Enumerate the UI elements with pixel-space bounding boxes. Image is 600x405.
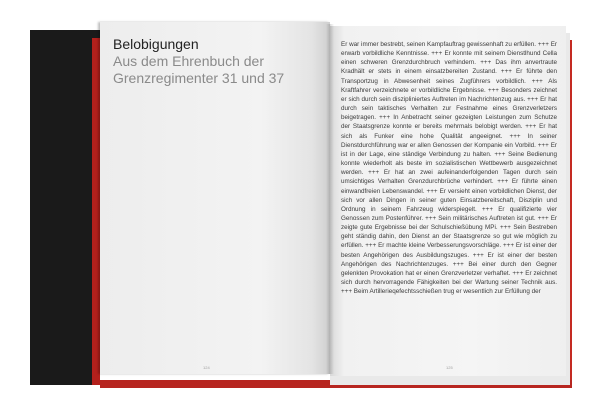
left-page-number: 124 (203, 365, 210, 370)
right-page-number: 125 (446, 365, 453, 370)
book-gutter (326, 24, 334, 374)
chapter-subtitle-line-2: Grenzregimenter 31 und 37 (113, 70, 285, 86)
book-cover-edge-left (92, 38, 100, 385)
chapter-title: Belobigungen (113, 36, 199, 52)
book-cover-back (30, 30, 100, 385)
right-page-body-text: Er war immer bestrebt, seinen Kampfauftrag gewissenhaft zu erfüllen. +++ Er erwarb vorbildliche Kenntnisse. +++ Er konnte mit seinem Dienstlhund Cella einen schweren Grenzdurchbruch verhindern. +++ Das ihm anvertraute Kradhält er stets in einem einsatzbereiten Zustand. +++ Er führte den Transportzug in Abwesenheit seines Zugführers vorbildlich. +++ Als Kraftfahrer verzeichnete er vorbildliche Ergebnisse. +++ Besonders zeichnet er sich durch sein diszipliniertes Auftreten im Nachrichtenzug aus. +++ Er hat durch sein taktisches Verhalten zur Festnahme eines Grenzverletzers beigetragen. +++ In Anbetracht seiner gezeigten Leistungen zum Schutze der Staatsgrenze konnte er bereits mehrmals belobigt werden. +++ Er hat sich als Funker eine hohe Qualität angeeignet. +++ In seiner Dienstdurchführung war er allen Genossen der Kompanie ein Vorbild. +++ Er ist in der Lage, eine ständige Verbindung zu halten. +++ Seine Bedienung konnte wiederholt als beste im sozialistischen Wettbewerb ausgezeichnet werden. +++ Er hat an zwei aufeinanderfolgenden Tagen durch sein umsichtiges Verhalten Grenzdurchbrüche verhindert. +++ Er führte einen einwandfreien Lebenswandel. +++ Er versieht einen vorbildlichen Dienst, der sich vor allen Dingen in seiner guten Einsatzbereitschaft, Disziplin und Ordnung in seinem Fahrzeug widerspiegelt. +++ Er qualifizierte vier Genossen zum Postenführer. +++ Sein militärisches Auftreten ist gut. +++ Er zeigte gute Ergebnisse bei der Schulschießübung MPi. +++ Sein Bestreben geht ständig dahin, den Dienst an der Staatsgrenze so gut wie möglich zu erfüllen. +++ Er machte kleine Verbesserungsvorschläge. +++ Er ist einer der besten Angehörigen des Ausbildungszuges. +++ Er ist einer der besten Angehörigen des Nachrichtenzuges. +++ Bei einer durch den Gegner gelenkten Provokation hat er einen Grenzverletzer verhaftet. +++ Er zeichnet sich durch hervorragende Fähigkeiten bei der Wartung seiner Technik aus. +++ Beim Artillerieqefechtsschießen trug er wesentlich zur Erfüllung der (341, 41, 557, 296)
chapter-subtitle-line-1: Aus dem Ehrenbuch der (113, 53, 264, 69)
chapter-heading (113, 36, 313, 87)
